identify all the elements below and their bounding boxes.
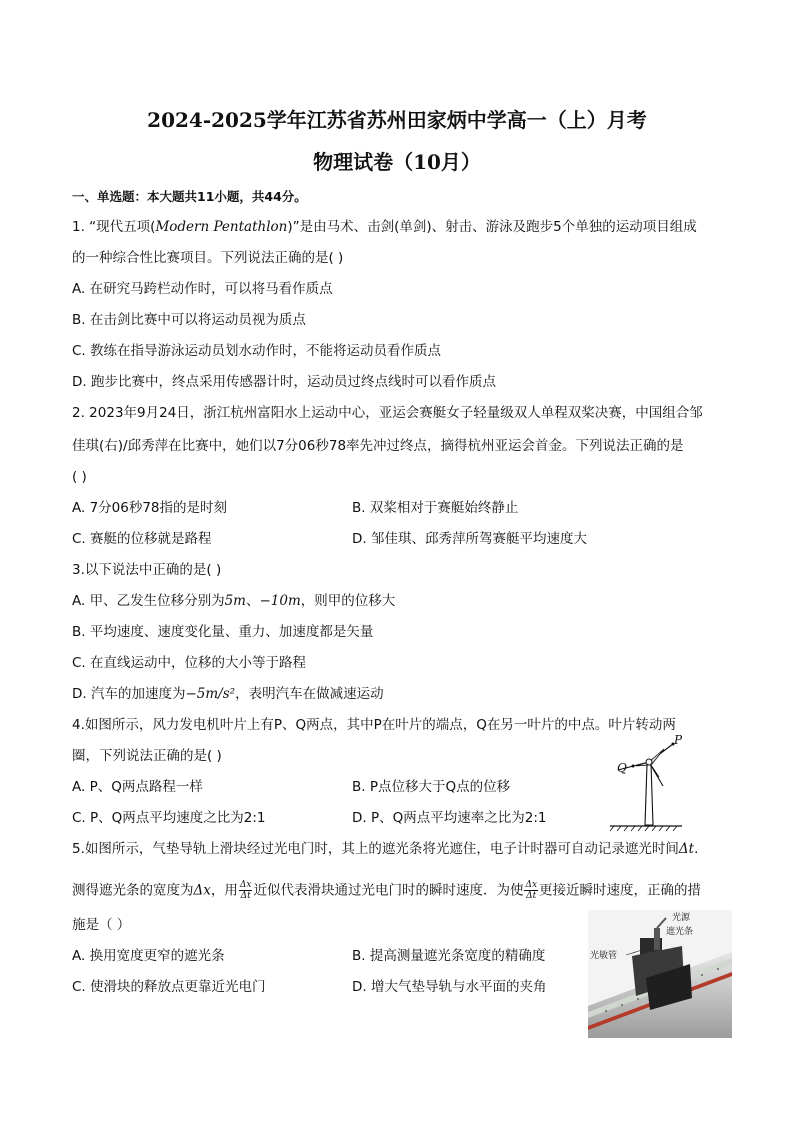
q4-stem-line1: 4.如图所示，风力发电机叶片上有P、Q两点，其中P在叶片的端点，Q在另一叶片的中点。叶片转动两 <box>72 717 676 733</box>
section-heading: 一、单选题：本大题共11小题，共44分。 <box>72 189 307 204</box>
fraction-dx-dt: $\frac{\Delta x}{\Delta t}$ <box>239 880 252 901</box>
exam-title: 2024-2025学年江苏省苏州田家炳中学高一（上）月考 <box>147 108 647 132</box>
q2-stem-line1: 2. 2023年9月24日，浙江杭州富阳水上运动中心，亚运会赛艇女子轻量级双人单程双桨决赛，中国组合邹 <box>72 405 703 421</box>
label-light-source: 光源 <box>672 913 691 923</box>
q2-stem-line2: 佳琪(右)/邱秀萍在比赛中，她们以7分06秒78率先冲过终点，摘得杭州亚运会首金。下列说法正确的是 <box>72 438 684 454</box>
q4-option-b: B. P点位移大于Q点的位移 <box>352 779 511 795</box>
q4-stem-line2: 圈，下列说法正确的是( ) <box>72 748 222 764</box>
fraction-dx-dt: $\frac{\Delta x}{\Delta t}$ <box>525 880 538 901</box>
q1-stem-line2: 的一种综合性比赛项目。下列说法正确的是( ) <box>72 250 344 266</box>
q3-option-b: B. 平均速度、速度变化量、重力、加速度都是矢量 <box>72 624 374 640</box>
q3-option-a: A. 甲、乙发生位移分别为5m、−10m，则甲的位移大 <box>72 593 396 609</box>
label-p: P <box>674 733 683 747</box>
q4-option-a: A. P、Q两点路程一样 <box>72 779 203 795</box>
label-photosensor: 光敏管 <box>590 951 618 961</box>
label-shading-strip: 遮光条 <box>666 927 694 937</box>
q2-option-a: A. 7分06秒78指的是时刻 <box>72 500 228 516</box>
q2-option-b: B. 双桨相对于赛艇始终静止 <box>352 500 519 516</box>
q3-option-c: C. 在直线运动中，位移的大小等于路程 <box>72 655 307 671</box>
q1-option-b: B. 在击剑比赛中可以将运动员视为质点 <box>72 312 306 328</box>
wind-turbine-figure <box>592 732 684 836</box>
q1-option-d: D. 跑步比赛中，终点采用传感器计时，运动员过终点线时可以看作质点 <box>72 374 496 390</box>
q2-stem-line3: ( ) <box>72 469 87 485</box>
q2-option-c: C. 赛艇的位移就是路程 <box>72 531 212 547</box>
q5-option-b: B. 提高测量遮光条宽度的精确度 <box>352 948 546 964</box>
q5-stem-line1: 5.如图所示，气垫导轨上滑块经过光电门时，其上的遮光条将光遮住，电子计时器可自动记录遮光时间Δt. <box>72 841 699 857</box>
q3-stem: 3.以下说法中正确的是( ) <box>72 562 222 578</box>
q5-stem-line2: 测得遮光条的宽度为Δx，用 $\frac{\Delta x}{\Delta t}$ 近似代表滑块通过光电门时的瞬时速度．为使 $\frac{\Delta x}{\Delta t}$ 更接近瞬时速度，正确的措 <box>72 880 702 901</box>
label-q: Q <box>617 761 627 775</box>
q5-stem-line3: 施是（ ） <box>72 917 131 933</box>
photogate-figure <box>588 910 732 1038</box>
q3-option-d: D. 汽车的加速度为−5m/s²，表明汽车在做减速运动 <box>72 686 384 702</box>
exam-subtitle: 物理试卷（10月） <box>313 150 481 174</box>
q4-option-c: C. P、Q两点平均速度之比为2:1 <box>72 810 266 826</box>
q5-option-a: A. 换用宽度更窄的遮光条 <box>72 948 225 964</box>
q5-option-c: C. 使滑块的释放点更靠近光电门 <box>72 979 266 995</box>
q4-option-d: D. P、Q两点平均速率之比为2:1 <box>352 810 547 826</box>
q2-option-d: D. 邹佳琪、邱秀萍所驾赛艇平均速度大 <box>352 531 587 547</box>
q1-option-a: A. 在研究马跨栏动作时，可以将马看作质点 <box>72 281 333 297</box>
q1-stem-line1: 1. “现代五项(Modern Pentathlon)”是由马术、击剑(单剑)、射击、游泳及跑步5个单独的运动项目组成 <box>72 219 697 235</box>
q5-option-d: D. 增大气垫导轨与水平面的夹角 <box>352 979 547 995</box>
q1-option-c: C. 教练在指导游泳运动员划水动作时，不能将运动员看作质点 <box>72 343 442 359</box>
